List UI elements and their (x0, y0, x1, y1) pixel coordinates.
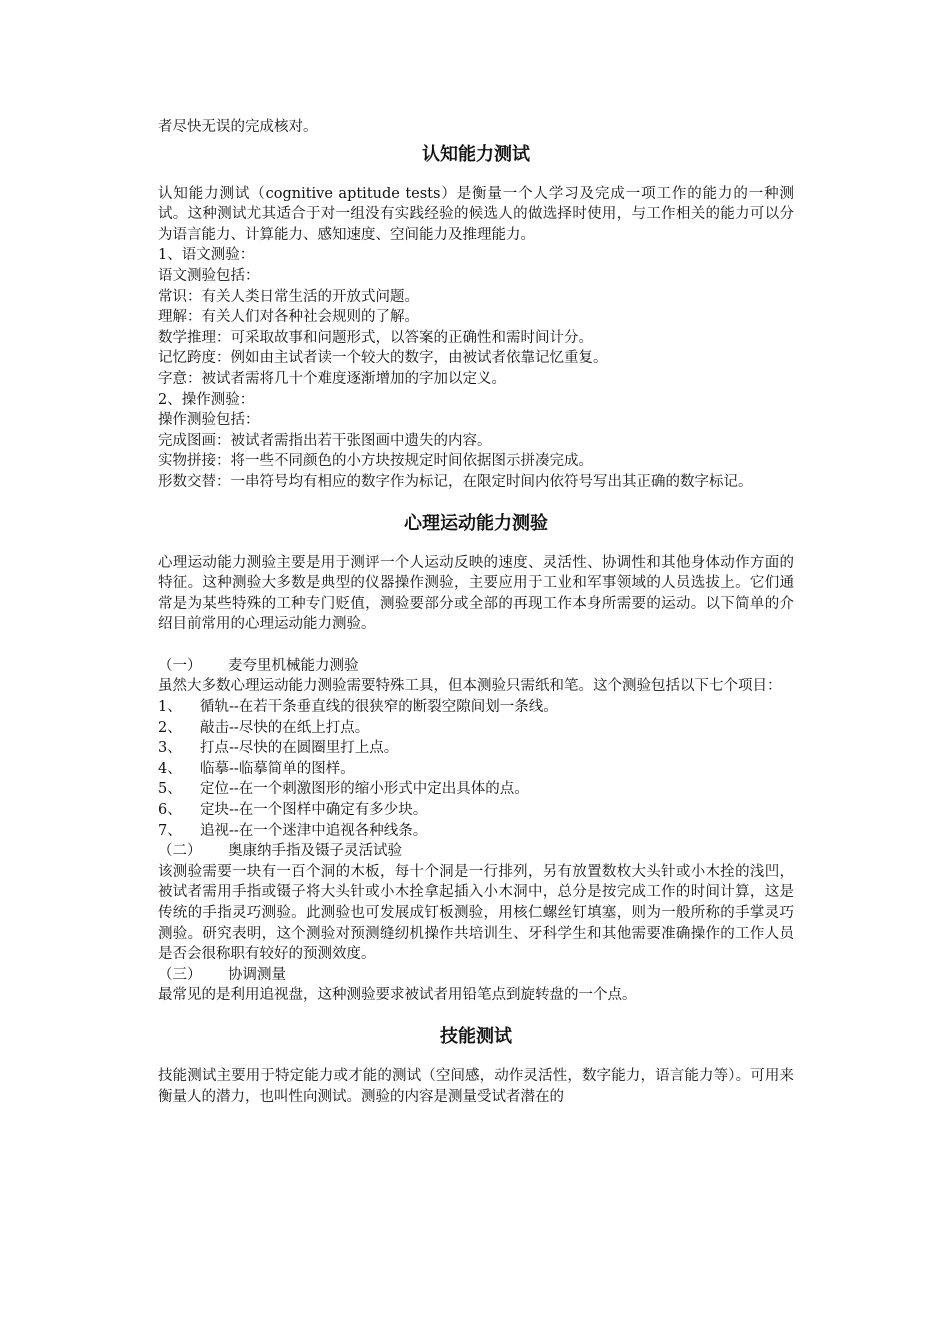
list-number: 1、 (158, 699, 182, 716)
list-text: 敲击--尽快的在纸上打点。 (200, 719, 370, 736)
list-item (158, 718, 794, 739)
list-text: 循轨--在若干条垂直线的很狭窄的断裂空隙间划一条线。 (200, 699, 558, 716)
cognitive-line: 2、操作测验： (158, 391, 255, 408)
section-skills-title: 技能测试 (440, 1025, 512, 1047)
skills-paragraph: 技能测试主要用于特定能力或才能的测试（空间感，动作灵活性，数字能力，语言能力等）。可用来衡量人的潜力，也叫性向测试。测验的内容是测量受试者潜在的 (158, 1067, 794, 1105)
list-item (158, 800, 794, 821)
list-number: 5、 (158, 781, 182, 798)
section-cognitive-title: 认知能力测试 (422, 143, 530, 165)
list-number: 2、 (158, 719, 182, 736)
subsection-paragraph: 该测验需要一块有一百个洞的木板，每十个洞是一行排列，另有放置数枚大头针或小木拴的浅凹，被试者需用手指或镊子将大头针或小木拴拿起插入小木洞中，总分是按完成工作的时间计算，这是传统的手指灵巧测验。此测验也可发展成钉板测验，用核仁螺丝钉填塞，则为一般所称的手掌灵巧测验。研究表明，这个测验对预测缝纫机操作共培训生、牙科学生和其他需要准确操作的工作人员是否会很称职有较好的预测效度。 (158, 863, 794, 963)
cognitive-line: 数学推理：可采取故事和问题形式，以答案的正确性和需时间计分。 (158, 329, 593, 346)
list-text: 定块--在一个图样中确定有多少块。 (200, 802, 428, 819)
document-page (158, 117, 794, 1105)
list-text: 临摹--临摹简单的图样。 (200, 760, 355, 777)
subsection-number: （一） (158, 657, 202, 674)
list-number: 4、 (158, 760, 182, 777)
subsection-title: 协调测量 (228, 966, 286, 983)
list-item (158, 697, 794, 718)
subsection-title: 麦夸里机械能力测验 (228, 657, 359, 674)
page-cutoff-region (158, 1066, 794, 1105)
subsection-title: 奥康纳手指及镊子灵活试验 (228, 843, 402, 860)
list-number: 7、 (158, 822, 182, 839)
cognitive-line: 实物拼接：将一些不同颜色的小方块按规定时间依据图示拼凑完成。 (158, 453, 593, 470)
list-number: 6、 (158, 802, 182, 819)
list-text: 追视--在一个迷津中追视各种线条。 (200, 822, 428, 839)
cognitive-line: 操作测验包括： (158, 412, 260, 429)
subsection-heading (158, 841, 794, 862)
cognitive-line: 记忆跨度：例如由主试者读一个较大的数字，由被试者依靠记忆重复。 (158, 350, 608, 367)
subsection-number: （二） (158, 843, 202, 860)
list-number: 3、 (158, 740, 182, 757)
cognitive-line: 理解：有关人们对各种社会规则的了解。 (158, 309, 419, 326)
list-text: 定位--在一个刺激图形的缩小形式中定出具体的点。 (200, 781, 529, 798)
list-item (158, 759, 794, 780)
cognitive-line: 字意：被试者需将几十个难度逐渐增加的字加以定义。 (158, 370, 506, 387)
psychomotor-paragraph: 心理运动能力测验主要是用于测评一个人运动反映的速度、灵活性、协调性和其他身体动作方面的特征。这种测验大多数是典型的仪器操作测验，主要应用于工业和军事领域的人员选拔上。它们通常是为某些特殊的工种专门贬值，测验要部分或全部的再现工作本身所需要的运动。以下简单的介绍目前常用的心理运动能力测验。 (158, 554, 794, 633)
cognitive-line: 常识：有关人类日常生活的开放式问题。 (158, 288, 419, 305)
list-text: 打点--尽快的在圆圈里打上点。 (200, 740, 399, 757)
subsection-heading (158, 656, 794, 677)
subsection-heading (158, 965, 794, 986)
list-item (158, 738, 794, 759)
cognitive-paragraph: 认知能力测试（cognitive aptitude tests）是衡量一个人学习及完成一项工作的能力的一种测试。这种测试尤其适合于对一组没有实践经验的候选人的做选择时使用，与工作相关的能力可以分为语言能力、计算能力、感知速度、空间能力及推理能力。 (158, 185, 794, 243)
section-psychomotor-title: 心理运动能力测验 (404, 512, 548, 534)
subsection-number: （三） (158, 966, 202, 983)
cognitive-last-paragraph: 形数交替：一串符号均有相应的数字作为标记，在限定时间内依符号写出其正确的数字标记。 (158, 473, 753, 490)
subsection-paragraph: 最常见的是利用追视盘，这种测验要求被试者用铅笔点到旋转盘的一个点。 (158, 987, 637, 1004)
cognitive-line: 1、语文测验： (158, 247, 255, 264)
cognitive-line: 完成图画：被试者需指出若干张图画中遗失的内容。 (158, 432, 492, 449)
cognitive-line: 语文测验包括： (158, 267, 260, 284)
subsection-paragraph: 虽然大多数心理运动能力测验需要特殊工具，但本测验只需纸和笔。这个测验包括以下七个项目： (158, 678, 782, 695)
list-item (158, 821, 794, 842)
intro-tail-text: 者尽快无误的完成核对。 (158, 119, 318, 135)
list-item (158, 779, 794, 800)
